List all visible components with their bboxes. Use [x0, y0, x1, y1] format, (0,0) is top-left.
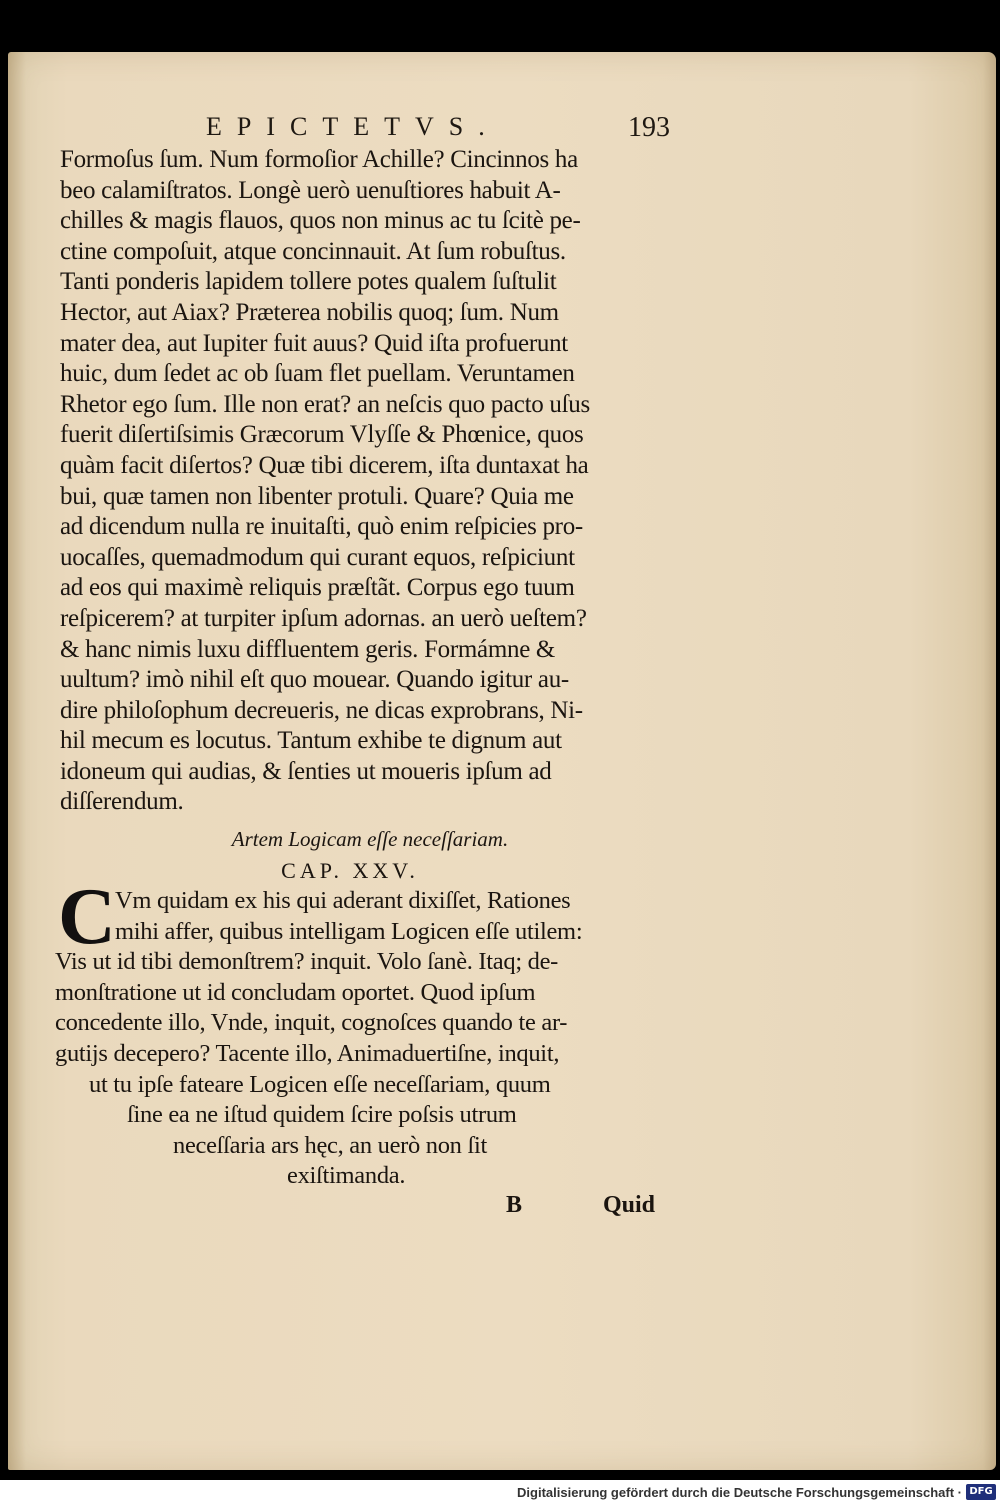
text-line: hil mecum es locutus. Tantum exhibe te dignum aut	[60, 727, 562, 755]
text-line: fuerit diſertiſsimis Græcorum Vlyſſe & Phœnice, quos	[60, 421, 584, 449]
text-line: ctine compoſuit, atque concinnauit. At ſum robuſtus.	[60, 237, 566, 265]
text-line: Vis ut id tibi demonſtrem? inquit. Volo ſanè. Itaq; de-	[55, 948, 559, 976]
text-line: & hanc nimis luxu diffluentem geris. Formámne &	[60, 635, 556, 663]
chapter-text	[55, 886, 695, 1192]
text-line: quàm facit diſertos? Quæ tibi dicerem, iſta duntaxat ha	[60, 451, 589, 479]
text-line: Vm quidam ex his qui aderant dixiſſet, Rationes	[115, 887, 571, 914]
text-line: Tanti ponderis lapidem tollere potes qualem ſuſtulit	[60, 268, 557, 296]
text-line: beo calamiſtratos. Longè uerò uenuſtiores habuit A-	[60, 176, 561, 204]
text-line: uultum? imò nihil eſt quo mouear. Quando igitur au-	[60, 666, 569, 694]
text-line: ad dicendum nulla re inuitaſti, quò enim reſpicies pro-	[60, 513, 583, 541]
text-line: huic, dum ſedet ac ob ſuam flet puellam. Veruntamen	[60, 360, 575, 388]
text-line: mihi affer, quibus intelligam Logicen eſſe utilem:	[115, 917, 583, 945]
chapter-number: CAP. XXV.	[281, 858, 419, 883]
running-head	[0, 112, 1000, 148]
credit-bar	[0, 1480, 1000, 1506]
text-line: monſtratione ut id concludam oportet. Quod ipſum	[55, 978, 536, 1006]
funding-credit: Digitalisierung gefördert durch die Deutsche Forschungsgemeinschaft ·	[517, 1485, 962, 1500]
dfg-logo: DFG	[966, 1484, 996, 1500]
text-line: dire philoſophum decreueris, ne dicas exprobrans, Ni-	[60, 696, 583, 724]
text-line: bui, quæ tamen non libenter protuli. Quare? Quia me	[60, 482, 574, 510]
page-number: 193	[628, 112, 670, 143]
text-line: gutijs decepero? Tacente illo, Animaduertiſne, inquit,	[55, 1039, 560, 1067]
catchline	[0, 1192, 1000, 1226]
text-line: ut tu ipſe fateare Logicen eſſe neceſſariam, quum	[89, 1070, 551, 1098]
signature-mark: B	[506, 1192, 523, 1218]
catchword: Quid	[603, 1192, 656, 1218]
text-line: neceſſaria ars hęc, an uerò non ſit	[173, 1131, 487, 1159]
text-line: mater dea, aut Iupiter fuit auus? Quid iſta profuerunt	[60, 329, 568, 357]
text-line: ad eos qui maximè reliquis præſtãt. Corpus ego tuum	[60, 574, 575, 602]
text-line: chilles & magis flauos, quos non minus ac tu ſcitè pe-	[60, 207, 581, 235]
running-title: EPICTETVS.	[206, 112, 500, 141]
body-text	[60, 145, 680, 818]
text-line: idoneum qui audias, & ſenties ut moueris ipſum ad	[60, 757, 552, 785]
text-line: diſſerendum.	[60, 788, 184, 816]
text-line: concedente illo, Vnde, inquit, cognoſces quando te ar-	[55, 1009, 568, 1037]
text-line: Formoſus ſum. Num formoſior Achille? Cincinnos ha	[60, 146, 578, 173]
text-line: uocaſſes, quemadmodum qui curant equos, reſpiciunt	[60, 543, 575, 571]
text-line: Hector, aut Aiax? Præterea nobilis quoq; ſum. Num	[60, 298, 559, 326]
text-line: reſpicerem? at turpiter ipſum adornas. an uerò ueſtem?	[60, 604, 587, 632]
text-line: Rhetor ego ſum. Ille non erat? an neſcis quo pacto uſus	[60, 390, 590, 418]
drop-cap-initial: C	[58, 873, 116, 961]
text-line: exiſtimanda.	[287, 1162, 406, 1190]
chapter-title: Artem Logicam eſſe neceſſariam.	[231, 827, 509, 851]
text-line: ſine ea ne iſtud quidem ſcire poſsis utrum	[127, 1101, 517, 1129]
